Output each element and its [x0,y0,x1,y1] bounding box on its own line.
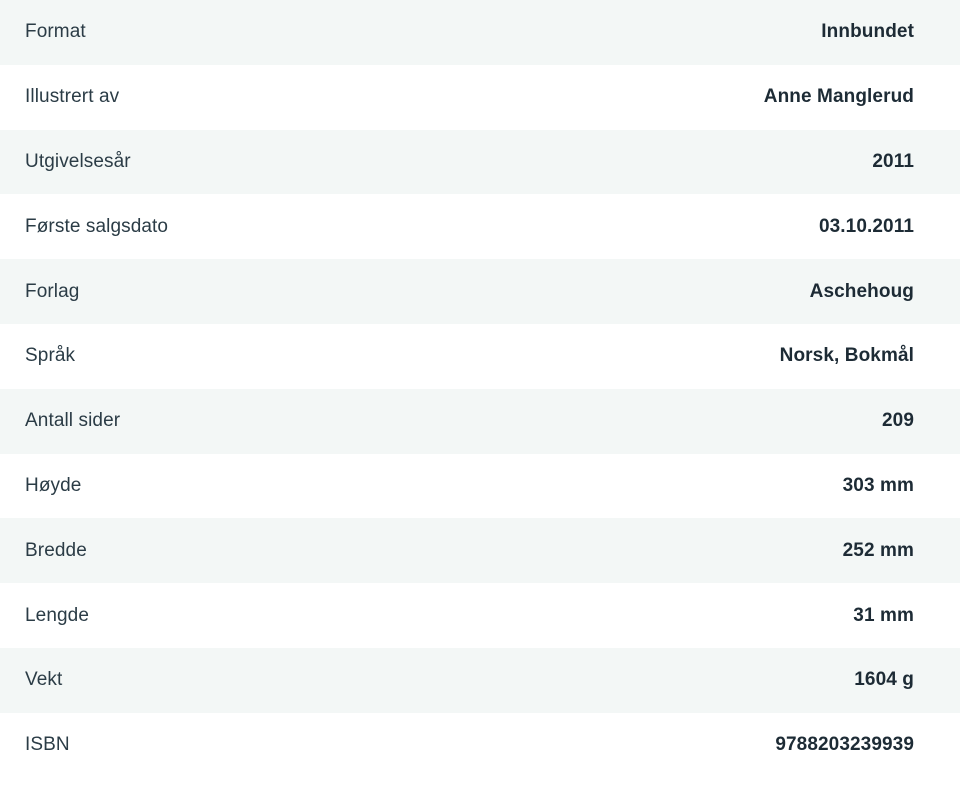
spec-label: Forlag [25,280,80,302]
spec-value: Aschehoug [809,280,914,302]
spec-value: 1604 g [854,669,914,691]
spec-value: Norsk, Bokmål [779,345,914,367]
spec-value: 209 [881,410,914,432]
table-row [0,0,960,65]
spec-label: Bredde [25,539,87,561]
spec-label: Første salgsdato [25,215,169,237]
spec-value: 03.10.2011 [818,215,914,237]
table-row [0,389,960,454]
table-row [0,259,960,324]
spec-value: 31 mm [853,604,914,626]
table-row [0,130,960,195]
table-row [0,583,960,648]
table-row [0,713,960,778]
spec-label: Illustrert av [25,86,120,108]
spec-value: Innbundet [821,21,914,43]
spec-label: ISBN [25,734,70,756]
table-row [0,65,960,130]
table-row [0,648,960,713]
spec-value: 2011 [872,150,914,172]
table-row [0,454,960,519]
spec-label: Språk [25,345,76,367]
spec-label: Høyde [25,474,82,496]
table-row [0,324,960,389]
table-row [0,194,960,259]
table-row [0,518,960,583]
spec-label: Vekt [25,669,63,691]
spec-label: Antall sider [25,410,121,432]
spec-value: 303 mm [842,474,914,496]
spec-label: Lengde [25,604,90,626]
spec-label: Format [25,21,86,43]
spec-value: 9788203239939 [775,734,914,756]
spec-value: Anne Manglerud [763,86,914,108]
spec-label: Utgivelsesår [25,150,131,172]
spec-value: 252 mm [842,539,914,561]
